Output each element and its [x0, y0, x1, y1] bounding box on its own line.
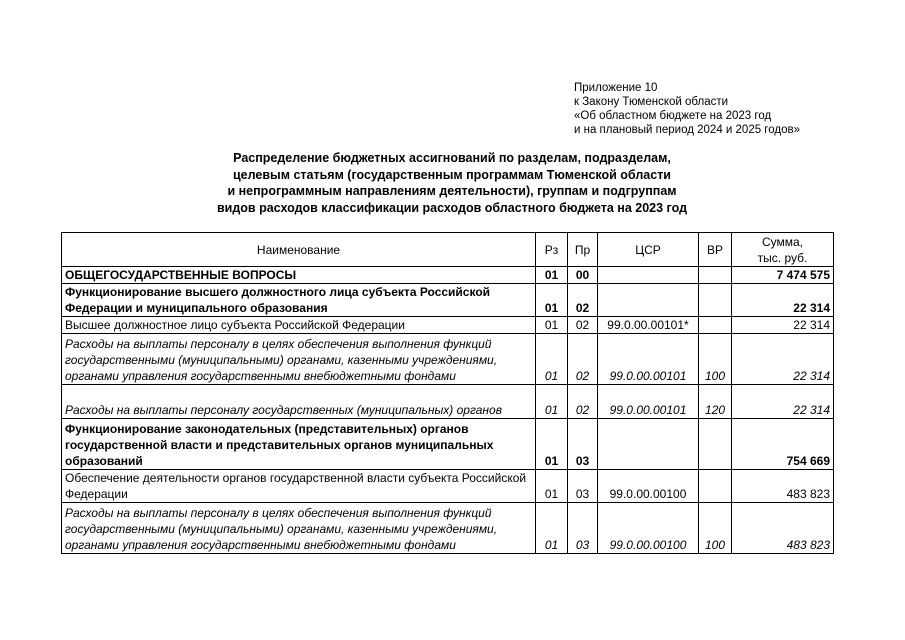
row-vr	[699, 267, 732, 284]
row-vr	[699, 419, 732, 470]
row-pr: 03	[568, 470, 598, 503]
row-csr: 99.0.00.00100	[598, 503, 699, 554]
budget-table	[61, 232, 834, 554]
row-sum: 754 669	[732, 419, 834, 470]
row-vr: 100	[699, 503, 732, 554]
row-rz: 01	[536, 385, 568, 419]
row-sum: 483 823	[732, 470, 834, 503]
header-sum	[732, 233, 834, 267]
row-rz: 01	[536, 267, 568, 284]
title-line: и непрограммным направлениям деятельности), группам и подгруппам	[227, 184, 677, 198]
header-vr: ВР	[699, 233, 732, 267]
appendix-line: и на плановый период 2024 и 2025 годов»	[574, 124, 800, 136]
table-row	[62, 284, 834, 317]
row-name: ОБЩЕГОСУДАРСТВЕННЫЕ ВОПРОСЫ	[62, 267, 536, 284]
row-csr: 99.0.00.00101	[598, 334, 699, 385]
header-csr: ЦСР	[598, 233, 699, 267]
row-name: Обеспечение деятельности органов государственной власти субъекта Российской Федерации	[62, 470, 536, 503]
title-line: Распределение бюджетных ассигнований по разделам, подразделам,	[233, 151, 671, 165]
row-name: Расходы на выплаты персоналу государственных (муниципальных) органов	[62, 385, 536, 419]
row-pr: 02	[568, 317, 598, 334]
row-name: Расходы на выплаты персоналу в целях обеспечения выполнения функций государственными (муниципальными) органами, казенными учреждениями, органами управления государственными внебюджетными фондами	[62, 334, 536, 385]
row-pr: 03	[568, 419, 598, 470]
row-sum: 483 823	[732, 503, 834, 554]
row-pr: 02	[568, 284, 598, 317]
row-csr: 99.0.00.00101*	[598, 317, 699, 334]
row-csr	[598, 419, 699, 470]
appendix-line: «Об областном бюджете на 2023 год	[574, 110, 772, 122]
row-vr	[699, 284, 732, 317]
row-pr: 00	[568, 267, 598, 284]
header-rz: Рз	[536, 233, 568, 267]
row-sum: 22 314	[732, 317, 834, 334]
row-rz: 01	[536, 503, 568, 554]
row-rz: 01	[536, 317, 568, 334]
row-pr: 02	[568, 334, 598, 385]
row-csr	[598, 267, 699, 284]
row-vr: 100	[699, 334, 732, 385]
row-vr	[699, 317, 732, 334]
row-pr: 02	[568, 385, 598, 419]
document-title	[180, 150, 724, 216]
table-row	[62, 470, 834, 503]
appendix-line: к Закону Тюменской области	[574, 96, 729, 108]
appendix-note	[574, 81, 800, 137]
table-row	[62, 385, 834, 419]
row-rz: 01	[536, 334, 568, 385]
row-sum: 7 474 575	[732, 267, 834, 284]
row-pr: 03	[568, 503, 598, 554]
row-sum: 22 314	[732, 284, 834, 317]
title-line: целевым статьям (государственным программам Тюменской области	[233, 167, 671, 182]
table-header-row	[62, 233, 834, 267]
table-body	[62, 267, 834, 554]
row-rz: 01	[536, 470, 568, 503]
header-sum-line2: тыс. руб.	[757, 250, 808, 265]
row-name: Функционирование законодательных (представительных) органов государственной власти и представительных органов муниципальных образований	[62, 419, 536, 470]
header-sum-line1: Сумма,	[761, 234, 804, 249]
row-name: Высшее должностное лицо субъекта Российской Федерации	[62, 317, 536, 334]
header-pr: Пр	[568, 233, 598, 267]
row-csr: 99.0.00.00100	[598, 470, 699, 503]
row-csr: 99.0.00.00101	[598, 385, 699, 419]
table-row	[62, 419, 834, 470]
title-line: видов расходов классификации расходов областного бюджета на 2023 год	[216, 200, 687, 215]
row-vr: 120	[699, 385, 732, 419]
row-name: Функционирование высшего должностного лица субъекта Российской Федерации и муниципального образования	[62, 284, 536, 317]
row-sum: 22 314	[732, 334, 834, 385]
table-row	[62, 267, 834, 284]
row-csr	[598, 284, 699, 317]
header-name: Наименование	[62, 233, 536, 267]
table-row	[62, 503, 834, 554]
row-vr	[699, 470, 732, 503]
row-rz: 01	[536, 284, 568, 317]
table-row	[62, 317, 834, 334]
table-row	[62, 334, 834, 385]
appendix-line: Приложение 10	[574, 82, 658, 94]
row-rz: 01	[536, 419, 568, 470]
row-sum: 22 314	[732, 385, 834, 419]
row-name: Расходы на выплаты персоналу в целях обеспечения выполнения функций государственными (муниципальными) органами, казенными учреждениями, органами управления государственными внебюджетными фондами	[62, 503, 536, 554]
